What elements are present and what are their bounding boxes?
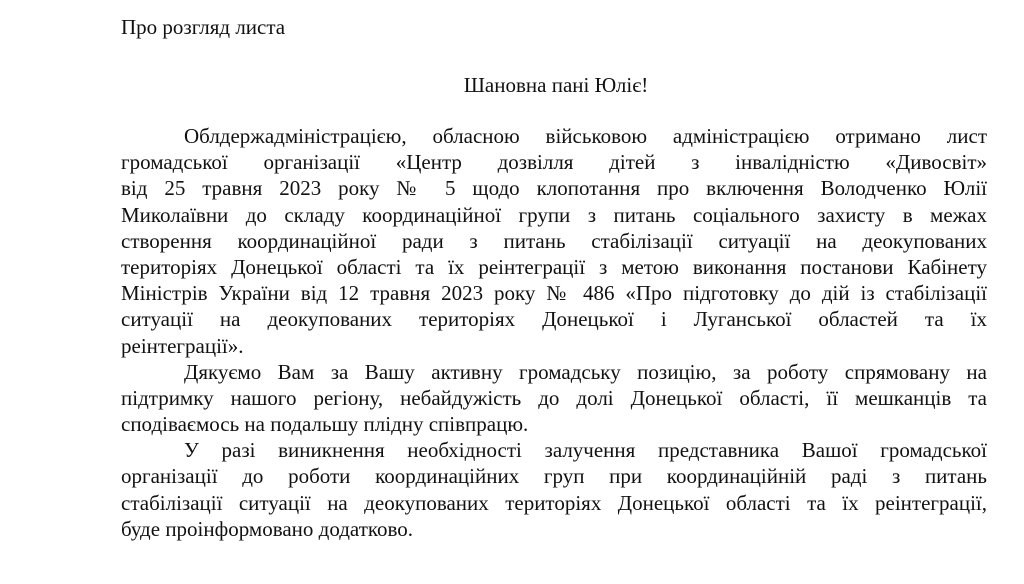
paragraph-line: організації до роботи координаційних груп при координаційній раді з питань bbox=[121, 464, 987, 489]
paragraph-line: підтримку нашого регіону, небайдужість до долі Донецької області, її мешканців та bbox=[121, 385, 987, 410]
paragraph-line: стабілізації ситуації на деокупованих територіях Донецької області та їх реінтеграції, bbox=[121, 490, 987, 515]
paragraph-line: сподіваємось на подальшу плідну співпрацю. bbox=[121, 412, 529, 437]
paragraph-line: У разі виникнення необхідності залучення представника Вашої громадської bbox=[184, 438, 987, 463]
letter-salutation: Шановна пані Юліє! bbox=[463, 73, 649, 97]
letter-subject: Про розгляд листа bbox=[121, 15, 286, 39]
paragraph-line: Облдержадміністрацією, обласною військовою адміністрацією отримано лист bbox=[184, 124, 987, 148]
paragraph-line: громадської організації «Центр дозвілля дітей з інвалідністю «Дивосвіт» bbox=[121, 150, 987, 175]
paragraph-line: Дякуємо Вам за Вашу активну громадську позицію, за роботу спрямовану на bbox=[184, 359, 987, 384]
paragraph-line: від 25 травня 2023 року № 5 щодо клопотання про включення Володченко Юлії bbox=[121, 176, 987, 201]
paragraph-line: Міністрів України від 12 травня 2023 року № 486 «Про підготовку до дій із стабілізації bbox=[121, 281, 987, 306]
paragraph-2 bbox=[121, 359, 987, 438]
paragraph-line: територіях Донецької області та їх реінтеграції з метою виконання постанови Кабінету bbox=[121, 254, 987, 279]
paragraph-line: реінтеграції». bbox=[121, 333, 244, 358]
paragraph-line: ситуації на деокупованих територіях Донецької і Луганської областей та їх bbox=[121, 307, 987, 332]
paragraph-1 bbox=[121, 123, 987, 359]
paragraph-line: створення координаційної ради з питань стабілізації ситуації на деокупованих bbox=[121, 228, 987, 253]
paragraph-line: Миколаївни до складу координаційної групи з питань соціального захисту в межах bbox=[121, 202, 987, 227]
paragraph-3 bbox=[121, 437, 987, 542]
paragraph-line: буде проінформовано додатково. bbox=[121, 516, 414, 541]
letter-body bbox=[121, 123, 987, 542]
